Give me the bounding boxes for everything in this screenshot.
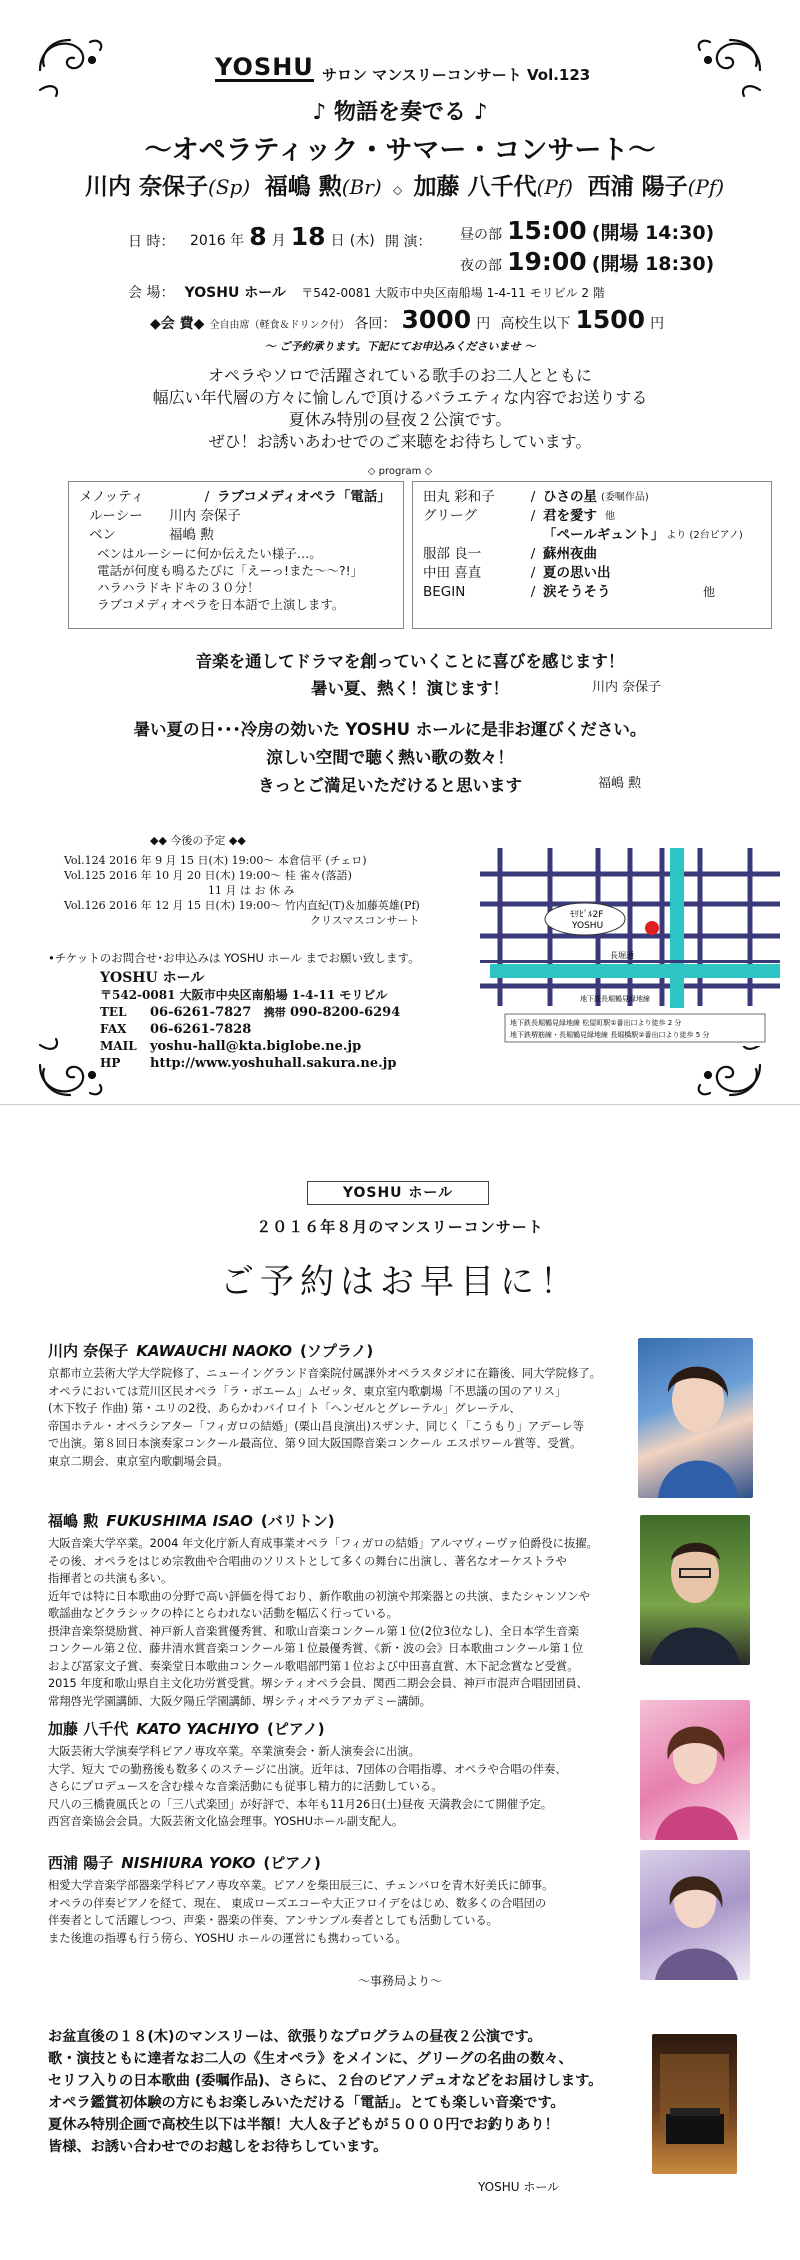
reserve-note: ～ ご予約承ります。下記にてお申込みくださいませ ～ <box>264 340 536 353</box>
program-row <box>423 488 761 507</box>
reserve-early-heading: ご予約はお早目に！ <box>220 1262 580 1302</box>
bio-line: オペラの伴奏ピアノを経て、現在、 東成ローズエコーや大正フロイデをはじめ、数多くの合唱団の <box>48 1896 547 1910</box>
performer: 川内 奈保子 <box>169 508 241 524</box>
day-part-label: 昼の部 <box>460 227 502 243</box>
photo-kato <box>640 1700 750 1840</box>
day-unit: 日 <box>330 233 345 249</box>
message-line: 涼しい空間で聴く熱い歌の数々！ <box>266 748 514 767</box>
schedule-item <box>64 867 352 883</box>
bio-line: 摂津音楽祭奨励賞、神戸新人音楽賞優秀賞、和歌山音楽コンクール第１位(2位3位なし)、全日本学生音楽 <box>48 1624 580 1638</box>
venue-label: 会 場： <box>128 285 175 301</box>
artist-separator: ◇ <box>392 183 403 197</box>
intro-text <box>0 365 800 453</box>
work: 蘇州夜曲 <box>543 546 597 562</box>
bio-line: 常翔啓光学園講師、大阪夕陽丘学園講師、堺シティオペラアカデミー講師。 <box>48 1694 432 1708</box>
work-note: (委嘱作品) <box>601 492 649 503</box>
bio-part: (ピアノ) <box>263 1854 321 1872</box>
composer <box>423 526 523 545</box>
bio-line: 大学、短大 での勤務後も数多くのステージに出演。近年は、7団体の合唱指導、オペラや合唱の伴奏、 <box>48 1762 567 1776</box>
performer-message-2 <box>110 716 670 800</box>
artist-part: (Pf) <box>687 175 725 199</box>
bio-line: さらにプロデュースを含む様々な音楽活動にも従事し精力的に活動している。 <box>48 1780 443 1793</box>
mobile-label: 携帯 <box>263 1006 286 1019</box>
bio-line: 京都市立芸術大学大学院修了、ニューイングランド音楽院付属課外オペラスタジオに在籍後、同大学院修了。 <box>48 1367 601 1380</box>
monthly-concert-title: ２０１６年８月のマンスリーコンサート <box>256 1218 544 1236</box>
message-line: 暑い夏の日･･･冷房の効いた YOSHU ホールに是非お運びください。 <box>133 720 647 739</box>
bio-name: 加藤 八千代 <box>48 1720 129 1738</box>
intro-line: ぜひ！お誘いあわせでのご来聴をお待ちしています。 <box>208 432 592 451</box>
composer: 田丸 彩和子 <box>423 489 495 505</box>
fee-unit: 円 <box>476 316 491 332</box>
work: 「ペールギュント」 <box>543 527 665 543</box>
schedule-date: 2016 年 10 月 20 日(木) 19:00～ <box>109 869 282 882</box>
vol: Vol.124 <box>64 854 106 867</box>
fee-note: 全自由席（軽食＆ドリンク付） <box>209 320 350 331</box>
fee-adult-label: 各回： <box>354 316 397 332</box>
schedule-item <box>310 912 420 928</box>
program-row <box>79 507 393 526</box>
work: 夏の思い出 <box>543 565 611 581</box>
schedule-desc: 桂 雀々(落語) <box>284 869 352 882</box>
closing-message <box>48 2026 658 2158</box>
night-performance <box>460 247 714 276</box>
intro-line: 幅広い年代層の方々に愉しんで頂けるバラエティな内容でお送りする <box>152 388 648 407</box>
bio-line: および冨家文子賞、奏楽堂日本歌曲コンクール歌唱部門第１位および中田喜直賞、木下記念賞など受賞。 <box>48 1659 579 1673</box>
bio-nishiura <box>48 1852 618 1947</box>
fee-student: 1500 <box>575 305 646 334</box>
closing-line: 夏休み特別企画で高校生以下は半額！大人＆子どもが５０００円でお釣りあり！ <box>48 2117 559 2133</box>
bio-fukushima <box>48 1510 618 1710</box>
map-subway: 地下鉄長堀鶴見緑地線 <box>580 995 650 1003</box>
signature: 福嶋 勲 <box>598 776 642 791</box>
slash: / <box>530 546 536 562</box>
bio-line: 尺八の三橋貴風氏との「三八式楽団」が好評で、本年も11月26日(土)昼夜 天満教会にて開催予定。 <box>48 1797 553 1811</box>
night-time: 19:00 <box>507 247 587 276</box>
tagline: ♪ 物語を奏でる ♪ <box>312 100 488 125</box>
message-line: 音楽を通してドラマを創っていくことに喜びを感じます！ <box>195 652 625 671</box>
message-line: 暑い夏、熱く！演じます！ <box>311 679 509 698</box>
day-performance <box>460 216 714 245</box>
vol: Vol.126 <box>64 899 106 912</box>
bio-line: 歌謡曲などクラシックの枠にとらわれない活動を幅広く行っている。 <box>48 1607 398 1620</box>
artist-part: (Br) <box>341 175 382 199</box>
performer: 福嶋 勲 <box>169 527 214 543</box>
work-note: 他 <box>703 585 716 599</box>
bio-kato <box>48 1718 618 1831</box>
series-title: サロン マンスリーコンサート Vol.123 <box>322 66 591 84</box>
day-time: 15:00 <box>507 216 587 245</box>
performer-message-1 <box>160 648 660 702</box>
composer: グリーグ <box>423 508 477 524</box>
map-station-note: 地下鉄堺筋線・長堀鶴見緑地線 長堀橋駅②番出口より徒歩 5 分 <box>510 1031 710 1039</box>
map-bldg-name: YOSHU <box>572 921 604 931</box>
closing-line: 歌・演技ともに達者なお二人の《生オペラ》をメインに、グリーグの名曲の数々、 <box>48 2051 573 2067</box>
bio-line: 近年では特に日本歌曲の分野で高い評価を得ており、新作歌曲の初演や邦楽器との共演、またシャンソンや <box>48 1589 591 1603</box>
program-note: ハラハラドキドキの３０分！ <box>97 580 260 595</box>
bio-line: また後進の指導も行う傍ら、YOSHU ホールの運営にも携わっている。 <box>48 1931 407 1945</box>
office-heading: ～事務局より～ <box>357 1974 442 1988</box>
artist-name: 川内 奈保子 <box>85 173 209 200</box>
bio-line: 指揮者との共演も多い。 <box>48 1572 173 1585</box>
bio-line: 西宮音楽協会会員。大阪芸術文化協会理事。YOSHUホール副支配人。 <box>48 1815 404 1828</box>
page-divider <box>0 1104 800 1105</box>
map-bldg-label: ﾓﾘﾋﾞﾙ2F <box>570 910 604 920</box>
program-note: ラブコメディオペラを日本語で上演します。 <box>97 597 345 612</box>
artist-name: 加藤 八千代 <box>413 173 537 200</box>
artist-part: (Pf) <box>536 175 573 199</box>
program-right-box <box>412 481 772 629</box>
bio-line: 東京二期会、東京室内歌劇場会員。 <box>48 1454 229 1468</box>
location-pin-icon <box>645 921 659 935</box>
tel-label: TEL <box>100 1005 127 1019</box>
contact-address: 〒542-0081 大阪市中央区南船場 1-4-11 モリビル <box>100 988 388 1002</box>
artist-name: 西浦 陽子 <box>587 173 688 200</box>
program-row <box>423 545 761 564</box>
slash: / <box>530 584 536 600</box>
photo-kawauchi <box>638 1338 753 1498</box>
program-row <box>423 564 761 583</box>
program-row <box>79 526 393 545</box>
bio-line: 2015 年度和歌山県自主文化功労賞受賞。堺シティオペラ会員、関西二期会会員、神戸市混声合唱団団員、 <box>48 1677 588 1690</box>
program-left-box <box>68 481 404 629</box>
schedule-item <box>64 897 420 913</box>
bio-name: 福嶋 勲 <box>48 1512 99 1530</box>
schedule-item <box>64 852 367 868</box>
mail-label: MAIL <box>100 1039 137 1053</box>
bio-name: 川内 奈保子 <box>48 1342 129 1360</box>
bio-line: 相愛大学音楽学部器楽学科ピアノ専攻卒業。ピアノを柴田辰三に、チェンバロを青木好美氏に師事。 <box>48 1879 554 1892</box>
work: ひさの星 <box>543 489 597 505</box>
role: ルーシー <box>89 508 143 524</box>
program-row <box>423 583 761 602</box>
bio-line: オペラにおいては荒川区民オペラ「ラ・ボエーム」ムゼッタ、東京室内歌劇場「不思議の国のアリス」 <box>48 1384 567 1398</box>
venue-address: 〒542-0081 大阪市中央区南船場 1-4-11 モリビル 2 階 <box>301 286 605 300</box>
month-unit: 月 <box>271 233 286 249</box>
work-note: 他 <box>605 511 615 522</box>
contact-name: YOSHU ホール <box>100 970 205 986</box>
night-part-label: 夜の部 <box>460 258 502 274</box>
bio-line: 大阪音楽大学卒業。2004 年文化庁新人育成事業オペラ「フィガロの結婚」アルマヴィーヴァ伯爵役に抜擢。 <box>48 1537 598 1550</box>
access-map <box>480 846 780 1046</box>
closing-line: お盆直後の１８(木)のマンスリーは、欲張りなプログラムの昼夜２公演です。 <box>48 2029 542 2045</box>
bio-line: (木下牧子 作曲) 第・ユリの2役、あらかわバイロイト「ヘンゼルとグレーテル」グレーテル、 <box>48 1402 521 1415</box>
map-station-note: 地下鉄長堀鶴見緑地線 松屋町駅①番出口より徒歩 2 分 <box>510 1019 682 1027</box>
work: 涙そうそう <box>543 584 611 600</box>
work-note: より (2台ピアノ) <box>666 530 743 541</box>
bio-line: 伴奏者として活躍しつつ、声楽・器楽の伴奏、アンサンブル奏者としても活動している。 <box>48 1914 498 1927</box>
bio-roman: KAWAUCHI NAOKO <box>136 1342 293 1360</box>
closing-line: オペラ鑑賞初体験の方にもお楽しみいただける「電話」。とても楽しい音楽です。 <box>48 2095 565 2111</box>
fax-label: FAX <box>100 1022 127 1036</box>
photo-nishiura <box>640 1850 750 1980</box>
night-open-time: (開場 18:30) <box>591 253 715 275</box>
message-line: きっとご満足いただけると思います <box>258 776 522 795</box>
contact-note: •チケットのお問合せ･お申込みは YOSHU ホール までお願い致します。 <box>48 951 420 965</box>
venue-name: YOSHU ホール <box>184 285 286 301</box>
slash: / <box>530 508 536 524</box>
concert-title: ～オペラティック・サマー・コンサート～ <box>144 135 656 166</box>
bio-line: コンクール第２位、藤井清水賞音楽コンクール第１位最優秀賞、《新・波の会》日本歌曲コンクール第１位 <box>48 1642 584 1655</box>
map-street: 長堀通 <box>610 951 634 960</box>
weekday: (木) <box>349 233 375 249</box>
closing-line: セリフ入りの日本歌曲 (委嘱作品)、さらに、２台のピアノデュオなどをお届けします。 <box>48 2073 603 2089</box>
tel-number[interactable]: 06-6261-7827 <box>150 1005 252 1020</box>
schedule-desc: 本倉信平 (チェロ) <box>277 854 367 867</box>
artist-lineup <box>85 168 775 201</box>
schedule-item <box>208 882 294 898</box>
signature: 川内 奈保子 <box>592 680 662 695</box>
slash: / <box>204 489 210 505</box>
signature: YOSHU ホール <box>478 2180 560 2194</box>
open-label: 開 演： <box>385 234 432 250</box>
bio-part: (ピアノ) <box>267 1720 325 1738</box>
bio-kawauchi <box>48 1340 618 1470</box>
program-row <box>423 507 761 526</box>
schedule-date: 11 月 は お 休 み <box>208 884 295 897</box>
bio-roman: FUKUSHIMA ISAO <box>106 1512 253 1530</box>
composer: 服部 良一 <box>423 546 482 562</box>
bio-name: 西浦 陽子 <box>48 1854 114 1872</box>
slash <box>523 526 543 545</box>
vol: Vol.125 <box>64 869 106 882</box>
closing-line: 皆様、お誘い合わせでのお越しをお待ちしています。 <box>48 2139 388 2155</box>
photo-fukushima <box>640 1515 750 1665</box>
schedule-title: ◆◆ 今後の予定 ◆◆ <box>150 834 246 847</box>
work: 君を愛す <box>543 508 597 524</box>
fee-label: ◆会 費◆ <box>150 316 205 332</box>
role: ベン <box>89 527 116 543</box>
fee-row <box>150 305 664 334</box>
fee-student-label: 高校生以下 <box>500 316 571 332</box>
bio-part: (ソプラノ) <box>300 1342 374 1360</box>
hall-heading: YOSHU ホール <box>307 1181 489 1205</box>
year: 2016 年 <box>190 233 245 249</box>
mobile-number[interactable]: 090-8200-6294 <box>289 1005 401 1020</box>
brand-logo: YOSHU <box>215 53 314 81</box>
fee-unit: 円 <box>650 316 665 332</box>
date-label: 日 時： <box>128 234 175 250</box>
bio-part: (バリトン) <box>260 1512 335 1530</box>
mail-link[interactable]: yoshu-hall@kta.biglobe.ne.jp <box>150 1039 362 1054</box>
corner-ornament-bottom-left <box>30 1025 110 1105</box>
program-label: ◇ program ◇ <box>367 466 433 477</box>
schedule-date: 2016 年 9 月 15 日(木) 19:00～ <box>109 854 275 867</box>
work: ラブコメディオペラ「電話」 <box>217 489 391 505</box>
artist-name: 福嶋 勲 <box>264 173 342 200</box>
bio-line: で出演。第８回日本演奏家コンクール最高位、第９回大阪国際音楽コンクール エスポワール賞等、受賞。 <box>48 1437 582 1450</box>
schedule-desc: 竹内直紀(T)＆加藤英雄(Pf) <box>284 899 420 912</box>
composer: 中田 喜直 <box>423 565 482 581</box>
map-graphic <box>480 846 780 1046</box>
program-row <box>79 488 393 507</box>
contact-block <box>100 970 400 1072</box>
month: 8 <box>249 222 267 251</box>
program-note: ベンはルーシーに何か伝えたい様子…。 <box>97 546 322 561</box>
venue-row <box>128 282 605 302</box>
bio-line: 帝国ホテル・オペラシアター「フィガロの結婚」(栗山昌良演出)スザンナ、同じく「こうもり」アデーレ等 <box>48 1419 585 1433</box>
program-note: 電話が何度も鳴るたびに「えーっ!また～～?!」 <box>97 563 364 578</box>
day-open-time: (開場 14:30) <box>591 222 715 244</box>
artist-part: (Sp) <box>208 175 251 199</box>
day: 18 <box>290 222 326 251</box>
schedule-desc: クリスマスコンサート <box>310 914 420 927</box>
bio-roman: KATO YACHIYO <box>136 1720 260 1738</box>
schedule-date: 2016 年 12 月 15 日(木) 19:00～ <box>109 899 282 912</box>
slash: / <box>530 565 536 581</box>
bio-line: 大阪芸術大学演奏学科ピアノ専攻卒業。卒業演奏会・新人演奏会に出演。 <box>48 1745 420 1758</box>
hall-photo <box>652 2034 737 2174</box>
fee-adult: 3000 <box>401 305 472 334</box>
intro-line: オペラやソロで活躍されている歌手のお二人とともに <box>207 366 592 385</box>
intro-line: 夏休み特別の昼夜２公演です。 <box>288 410 512 429</box>
composer: メノッティ <box>79 489 145 505</box>
program-row <box>423 526 761 545</box>
bio-line: その後、オペラをはじめ宗教曲や合唱曲のソリストとして多くの舞台に出演し、著名なオーケストラや <box>48 1554 567 1568</box>
slash: / <box>530 489 536 505</box>
bio-roman: NISHIURA YOKO <box>121 1854 256 1872</box>
fax-number: 06-6261-7828 <box>150 1022 252 1037</box>
website-link[interactable]: http://www.yoshuhall.sakura.ne.jp <box>150 1056 397 1071</box>
hp-label: HP <box>100 1056 121 1070</box>
composer: BEGIN <box>423 584 466 600</box>
event-date <box>190 222 375 251</box>
